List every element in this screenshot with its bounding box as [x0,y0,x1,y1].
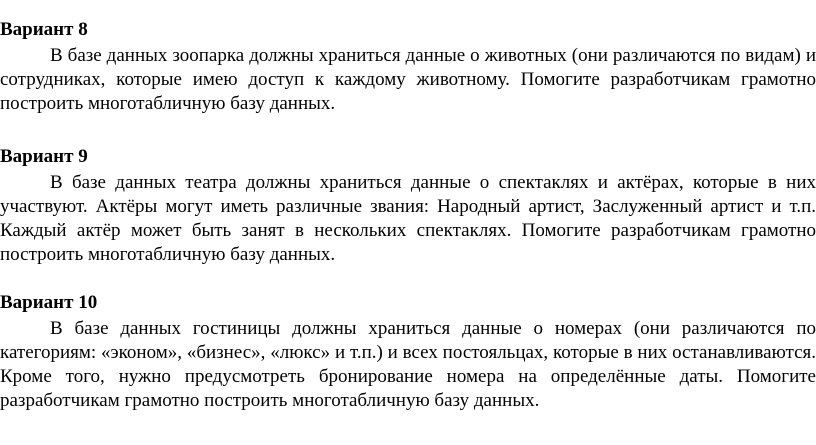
paragraph-line: построить многотабличную базу данных. [0,93,336,114]
variant-heading: Вариант 10 [0,292,98,313]
variant-heading: Вариант 9 [0,146,88,167]
paragraph-line: В базе данных гостиницы должны храниться данные о номерах (они различаются по [50,318,816,339]
paragraph-line: построить многотабличную базу данных. [0,244,336,265]
paragraph-line: Каждый актёр может быть занят в нескольких спектаклях. Помогите разработчикам грамотно [0,220,816,241]
variant-heading: Вариант 8 [0,19,88,40]
paragraph-line: разработчикам грамотно построить многотабличную базу данных. [0,390,540,411]
paragraph-line: сотрудниках, которые имею доступ к каждому животному. Помогите разработчикам грамотно [0,69,816,90]
paragraph-line: Кроме того, нужно предусмотреть бронирование номера на определённые даты. Помогите [0,366,816,387]
paragraph-line: В базе данных театра должны храниться данные о спектаклях и актёрах, которые в них [50,172,816,193]
variant-8-section [0,16,816,116]
paragraph-line: участвуют. Актёры могут иметь различные звания: Народный артист, Заслуженный артист и т.п. [0,196,816,217]
variant-10-section [0,289,816,413]
paragraph-line: В базе данных зоопарка должны храниться данные о животных (они различаются по видам) и [50,45,816,66]
paragraph-line: категориям: «эконом», «бизнес», «люкс» и т.п.) и всех постояльцах, которые в них останавливаются. [0,342,816,363]
variant-9-section [0,143,816,267]
